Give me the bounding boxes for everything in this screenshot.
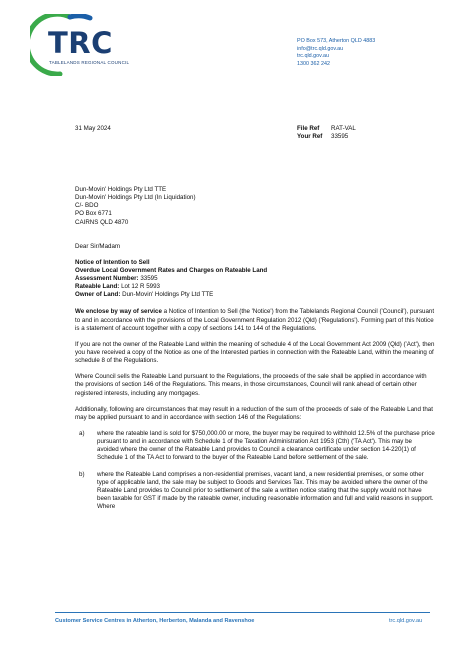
item-label: a) (79, 430, 85, 438)
your-ref-label: Your Ref (297, 133, 323, 140)
item-text: where the rateable land is sold for $750,000.00 or more, the buyer may be required to withhold 12.5% of the purchase price pursuant to and in accordance with Schedule 1 of the Taxation Administration Act 1953 (Cth) ('TA Act'). This may be avoided where the owner of the Rateable Land provides to Council a clearance certificate under section 14-220(1) of Schedule 1 of the TA Act to forward to the buyer of the Rateable Land before settlement of the sale. (97, 430, 435, 462)
phone-number: 1300 362 242 (297, 60, 330, 67)
address-line: C/- BDO (75, 202, 99, 210)
service-text: a Notice of Intention to Sell (the 'Notice') from the Tablelands Regional Council ('Council'), pursuant to and in accordance with the provisions of the Local Government Regulation 2012 (Qld) ('Regulations'). Forming part of this Notice is a statement of account together with a copy of sections 141 to 144 of the Regulations. (75, 308, 435, 332)
your-ref-value: 33595 (331, 133, 349, 140)
file-ref-value: RAT-VAL (331, 125, 356, 132)
letter-body (75, 178, 435, 519)
footer-website-link[interactable]: trc.qld.gov.au (389, 618, 423, 624)
service-lead: We enclose by way of service (75, 308, 162, 316)
website-link[interactable]: trc.qld.gov.au (297, 53, 329, 59)
list-item (75, 471, 435, 511)
subject-block (75, 259, 435, 299)
file-ref-label: File Ref (297, 125, 320, 132)
footer-divider (55, 612, 430, 613)
paragraph-owner: If you are not the owner of the Rateable Land within the meaning of schedule 4 of the Local Government Act 2009 (Qld) ('Act'), then you have received a copy of the Notice as one of the Interested parties in connection with the Rateable Land, within the meaning of schedule 8 of the Regulations. (75, 340, 435, 365)
email-link[interactable]: info@trc.qld.gov.au (297, 45, 344, 52)
assessment-value: 33595 (138, 275, 158, 283)
list-item (75, 430, 435, 462)
assessment-label: Assessment Number: (75, 275, 139, 283)
land-value: Lot 12 R 5993 (119, 283, 160, 291)
subject-line: Overdue Local Government Rates and Charges on Rateable Land (75, 267, 268, 275)
address-line: Dun-Movin' Holdings Pty Ltd TTE (75, 186, 167, 194)
item-text: where the Rateable Land comprises a non-residential premises, vacant land, a new residential premises, or some other type of applicable land, the sale may be subject to Goods and Services Tax. This may be avoided where the owner of the Rateable Land provides to Council prior to settlement of the sale a written notice stating that the supply would not have been taxable for GST if made by the rateable owner, including reasonable information and full and valid reasons in support. Where (97, 470, 434, 510)
land-label: Rateable Land: (75, 283, 120, 291)
subject-line: Notice of Intention to Sell (75, 258, 150, 266)
council-logo (30, 14, 142, 76)
contact-block (297, 38, 375, 68)
postal-address: PO Box 573, Atherton QLD 4883 (297, 38, 376, 44)
address-line: CAIRNS QLD 4870 (75, 218, 129, 226)
address-line: PO Box 6771 (75, 210, 112, 218)
logo-text: TRC (48, 26, 113, 60)
owner-label: Owner of Land: (75, 291, 121, 299)
paragraph-service (75, 308, 435, 332)
logo-subtitle: TABLELANDS REGIONAL COUNCIL (49, 60, 130, 65)
footer-service-centres: Customer Service Centres in Atherton, Herberton, Malanda and Ravenshoe (55, 618, 255, 624)
letter-date: 31 May 2024 (75, 125, 111, 132)
owner-value: Dun-Movin' Holdings Pty Ltd TTE (120, 291, 214, 299)
item-label: b) (79, 470, 85, 478)
salutation: Dear Sir/Madam (75, 242, 121, 250)
address-line: Dun-Movin' Holdings Pty Ltd (In Liquidation) (75, 194, 196, 202)
paragraph-sale: Where Council sells the Rateable Land pursuant to the Regulations, the proceeds of the sale shall be applied in accordance with the provisions of section 146 of the Regulations. This means, in those circumstances, Council will rank ahead of certain other registered interests, including any mortgages. (75, 373, 427, 397)
reference-block (297, 125, 356, 141)
paragraph-circumstances: Additionally, following are circumstances that may result in a reduction of the sum of the proceeds of sale of the Rateable Land that may be applied pursuant to and in accordance with section 146 of the Regulations: (75, 405, 433, 421)
